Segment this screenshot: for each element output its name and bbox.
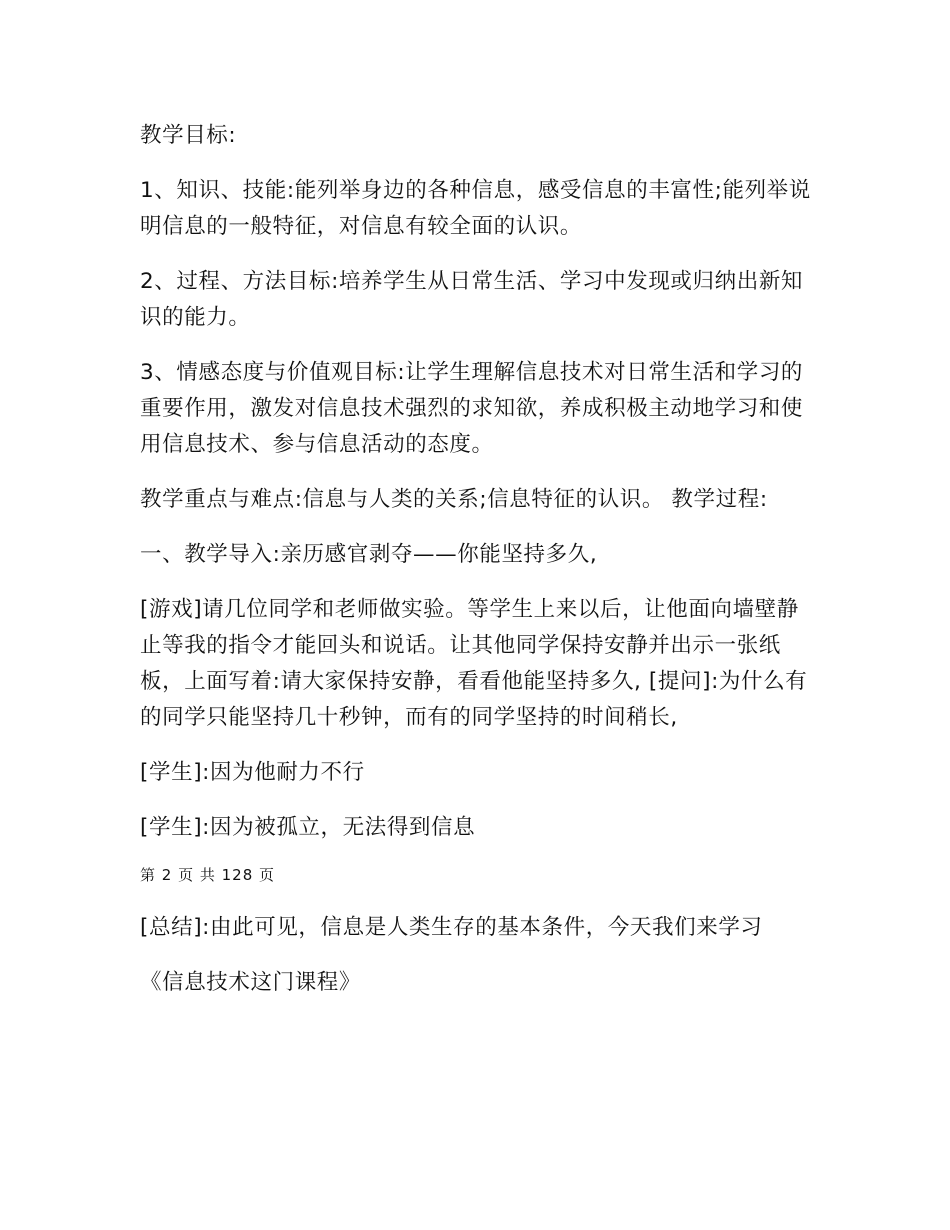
paragraph-game: [游戏]请几位同学和老师做实验。等学生上来以后，让他面向墙壁静止等我的指令才能回头和说话。让其他同学保持安静并出示一张纸板，上面写着:请大家保持安静，看看他能坚持多久, [提问]:为什么有的同学只能坚持几十秒钟，而有的同学坚持的时间稍长, [140, 597, 808, 730]
page-footer: 第 2 页 共 128 页 [140, 866, 276, 884]
paragraph-goal-3: 3、情感态度与价值观目标:让学生理解信息技术对日常生活和学习的重要作用，激发对信息技术强烈的求知欲，养成积极主动地学习和使用信息技术、参与信息活动的态度。 [140, 360, 804, 457]
paragraph-course-title: 《信息技术这门课程》 [140, 970, 362, 995]
paragraph-student-1: [学生]:因为他耐力不行 [140, 760, 365, 785]
paragraph-summary: [总结]:由此可见，信息是人类生存的基本条件，今天我们来学习 [140, 915, 763, 940]
heading-teaching-goals: 教学目标: [140, 123, 237, 148]
paragraph-goal-2: 2、过程、方法目标:培养学生从日常生活、学习中发现或归纳出新知识的能力。 [140, 269, 804, 330]
paragraph-intro: 一、教学导入:亲历感官剥夺——你能坚持多久, [140, 542, 598, 567]
paragraph-student-2: [学生]:因为被孤立，无法得到信息 [140, 815, 476, 840]
paragraph-goal-1: 1、知识、技能:能列举身边的各种信息，感受信息的丰富性;能列举说明信息的一般特征，对信息有较全面的认识。 [140, 178, 811, 239]
paragraph-key-points: 教学重点与难点:信息与人类的关系;信息特征的认识。 教学过程: [140, 487, 768, 512]
document-body [140, 118, 815, 1020]
